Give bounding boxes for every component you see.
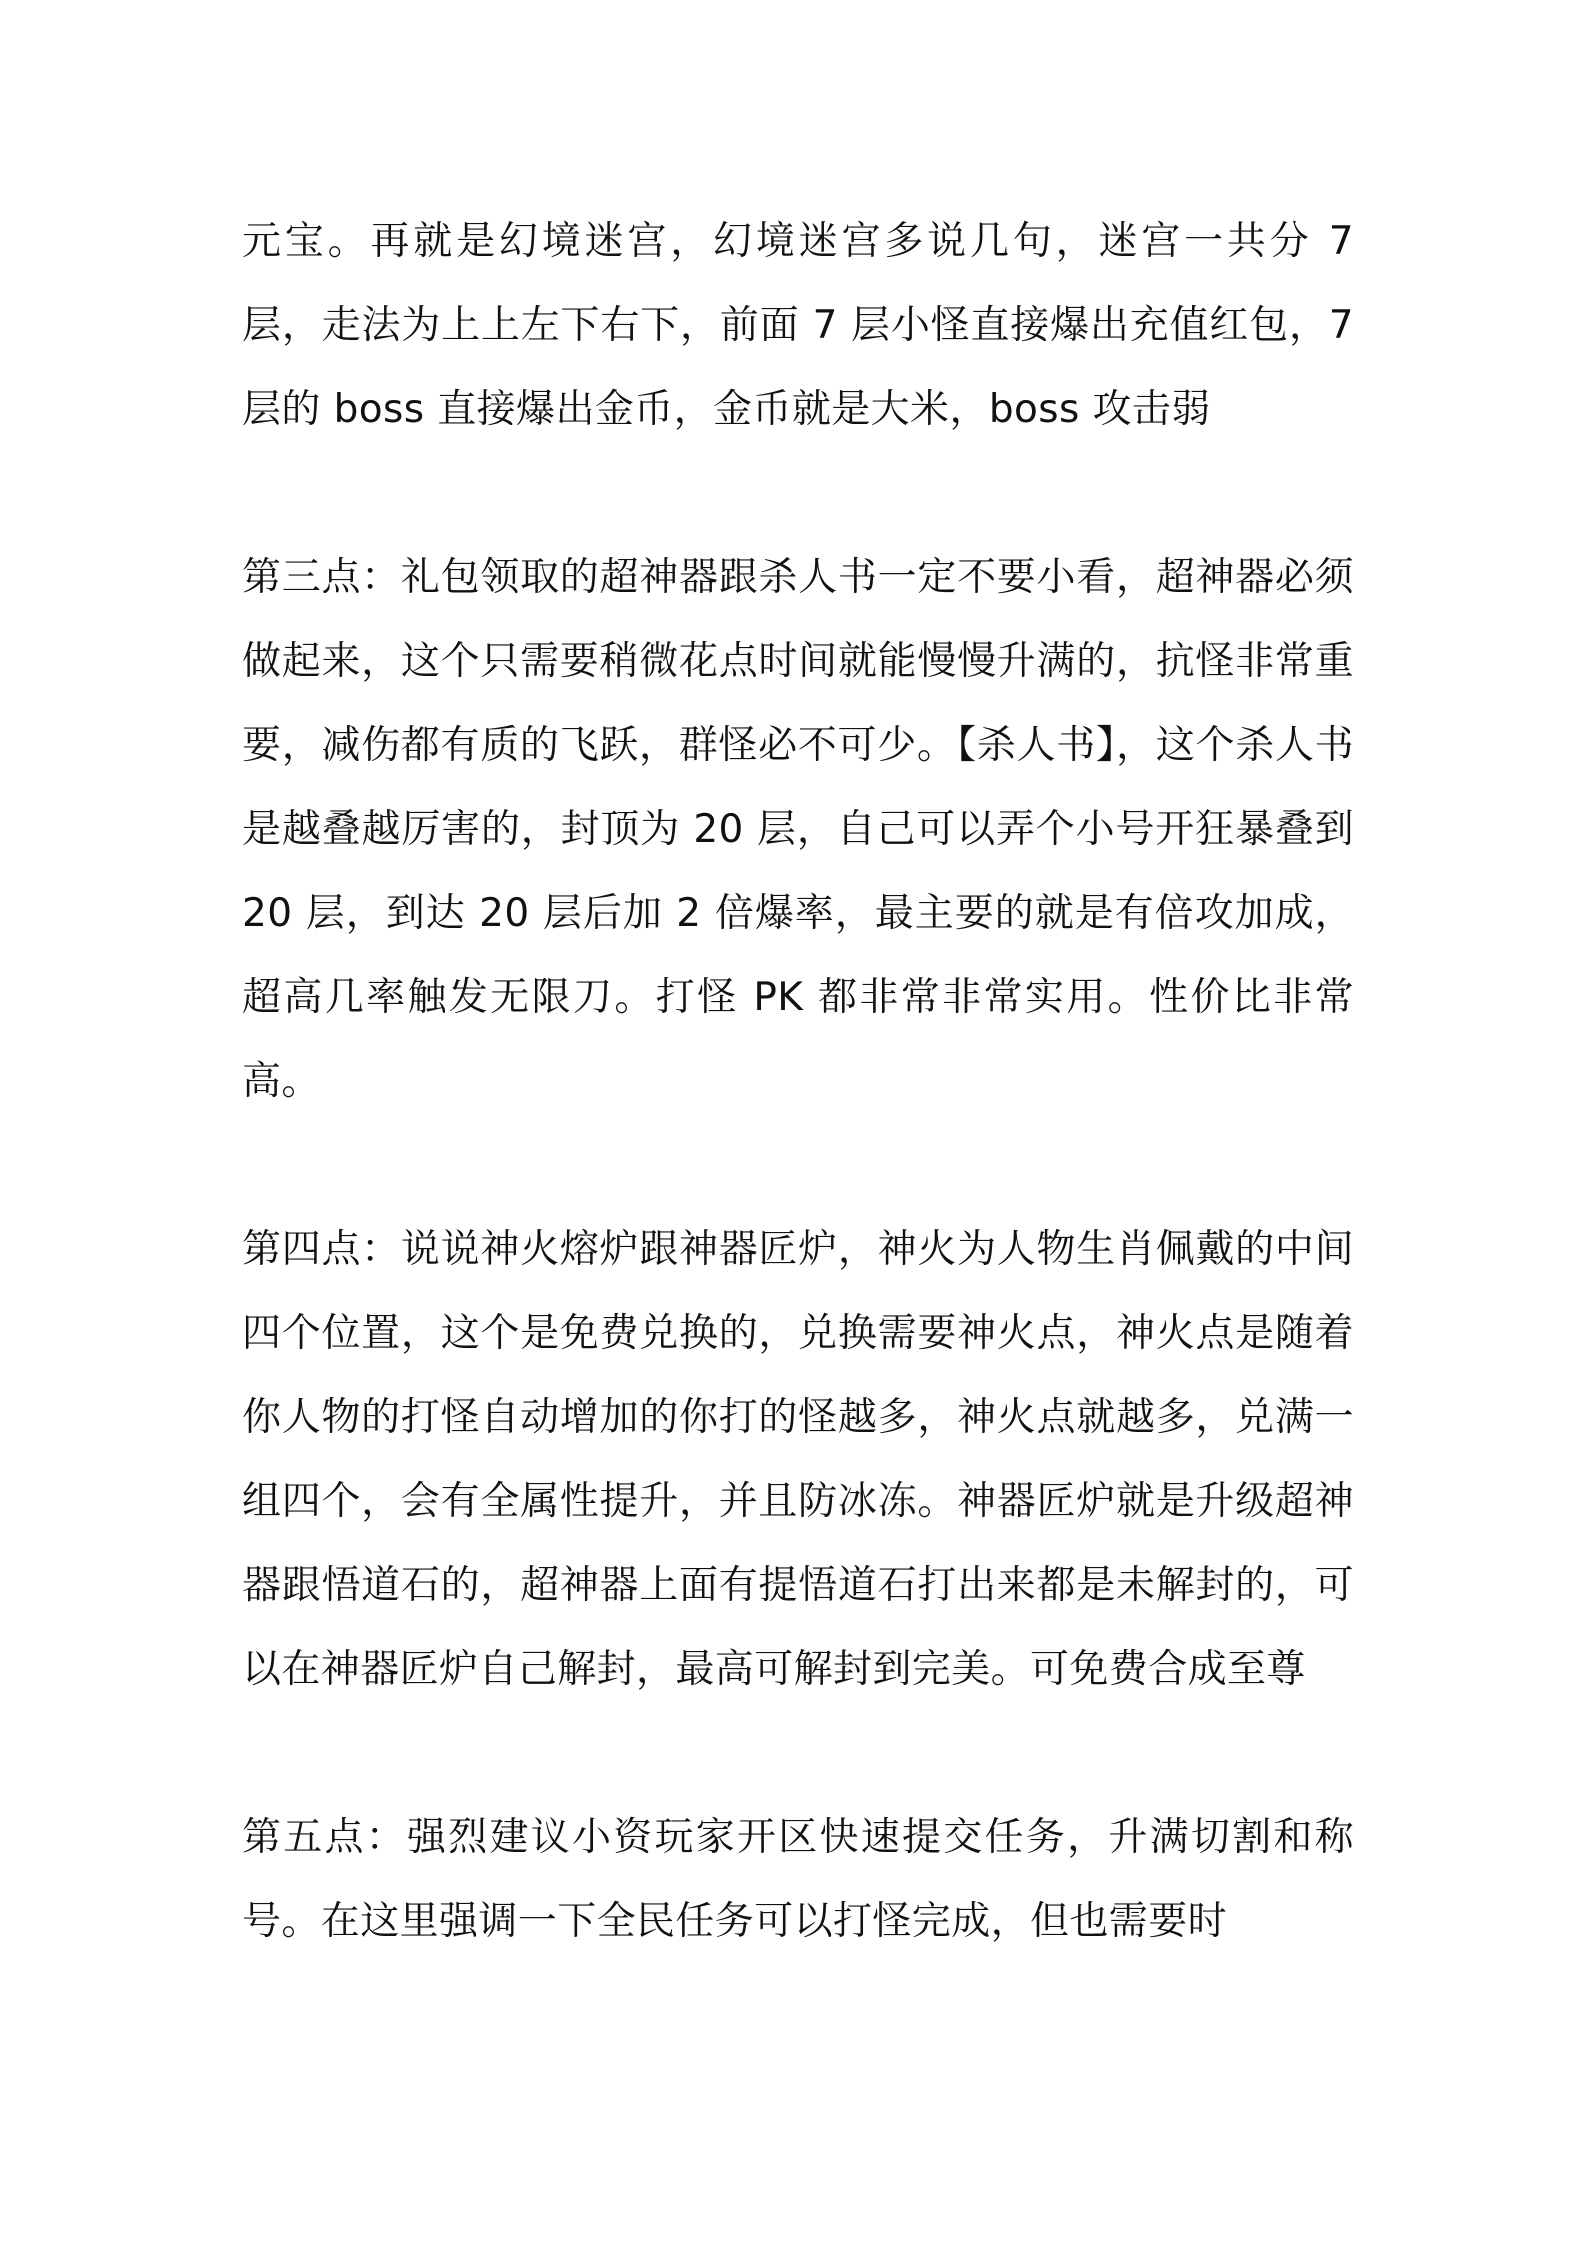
paragraph-maze-rewards: 元宝。再就是幻境迷宫，幻境迷宫多说几句，迷宫一共分 7 层，走法为上上左下右下，前面 7 层小怪直接爆出充值红包，7 层的 boss 直接爆出金币，金币就是大米，boss 攻击弱 <box>242 219 1354 432</box>
paragraph-point-four: 第四点：说说神火熔炉跟神器匠炉，神火为人物生肖佩戴的中间四个位置，这个是免费兑换的，兑换需要神火点，神火点是随着你人物的打怪自动增加的你打的怪越多，神火点就越多，兑满一组四个，会有全属性提升，并且防冰冻。神器匠炉就是升级超神器跟悟道石的，超神器上面有提悟道石打出来都是未解封的，可以在神器匠炉自己解封，最高可解封到完美。可免费合成至尊 <box>242 1227 1354 1692</box>
document-body <box>242 200 1354 1964</box>
paragraph-point-five: 第五点：强烈建议小资玩家开区快速提交任务，升满切割和称号。在这里强调一下全民任务可以打怪完成，但也需要时 <box>242 1815 1354 1944</box>
paragraph-point-three: 第三点：礼包领取的超神器跟杀人书一定不要小看，超神器必须做起来，这个只需要稍微花点时间就能慢慢升满的，抗怪非常重要，减伤都有质的飞跃，群怪必不可少。【杀人书】，这个杀人书是越叠越厉害的，封顶为 20 层，自己可以弄个小号开狂暴叠到 20 层，到达 20 层后加 2 倍爆率，最主要的就是有倍攻加成，超高几率触发无限刀。打怪 PK 都非常非常实用。性价比非常高。 <box>242 555 1354 1104</box>
